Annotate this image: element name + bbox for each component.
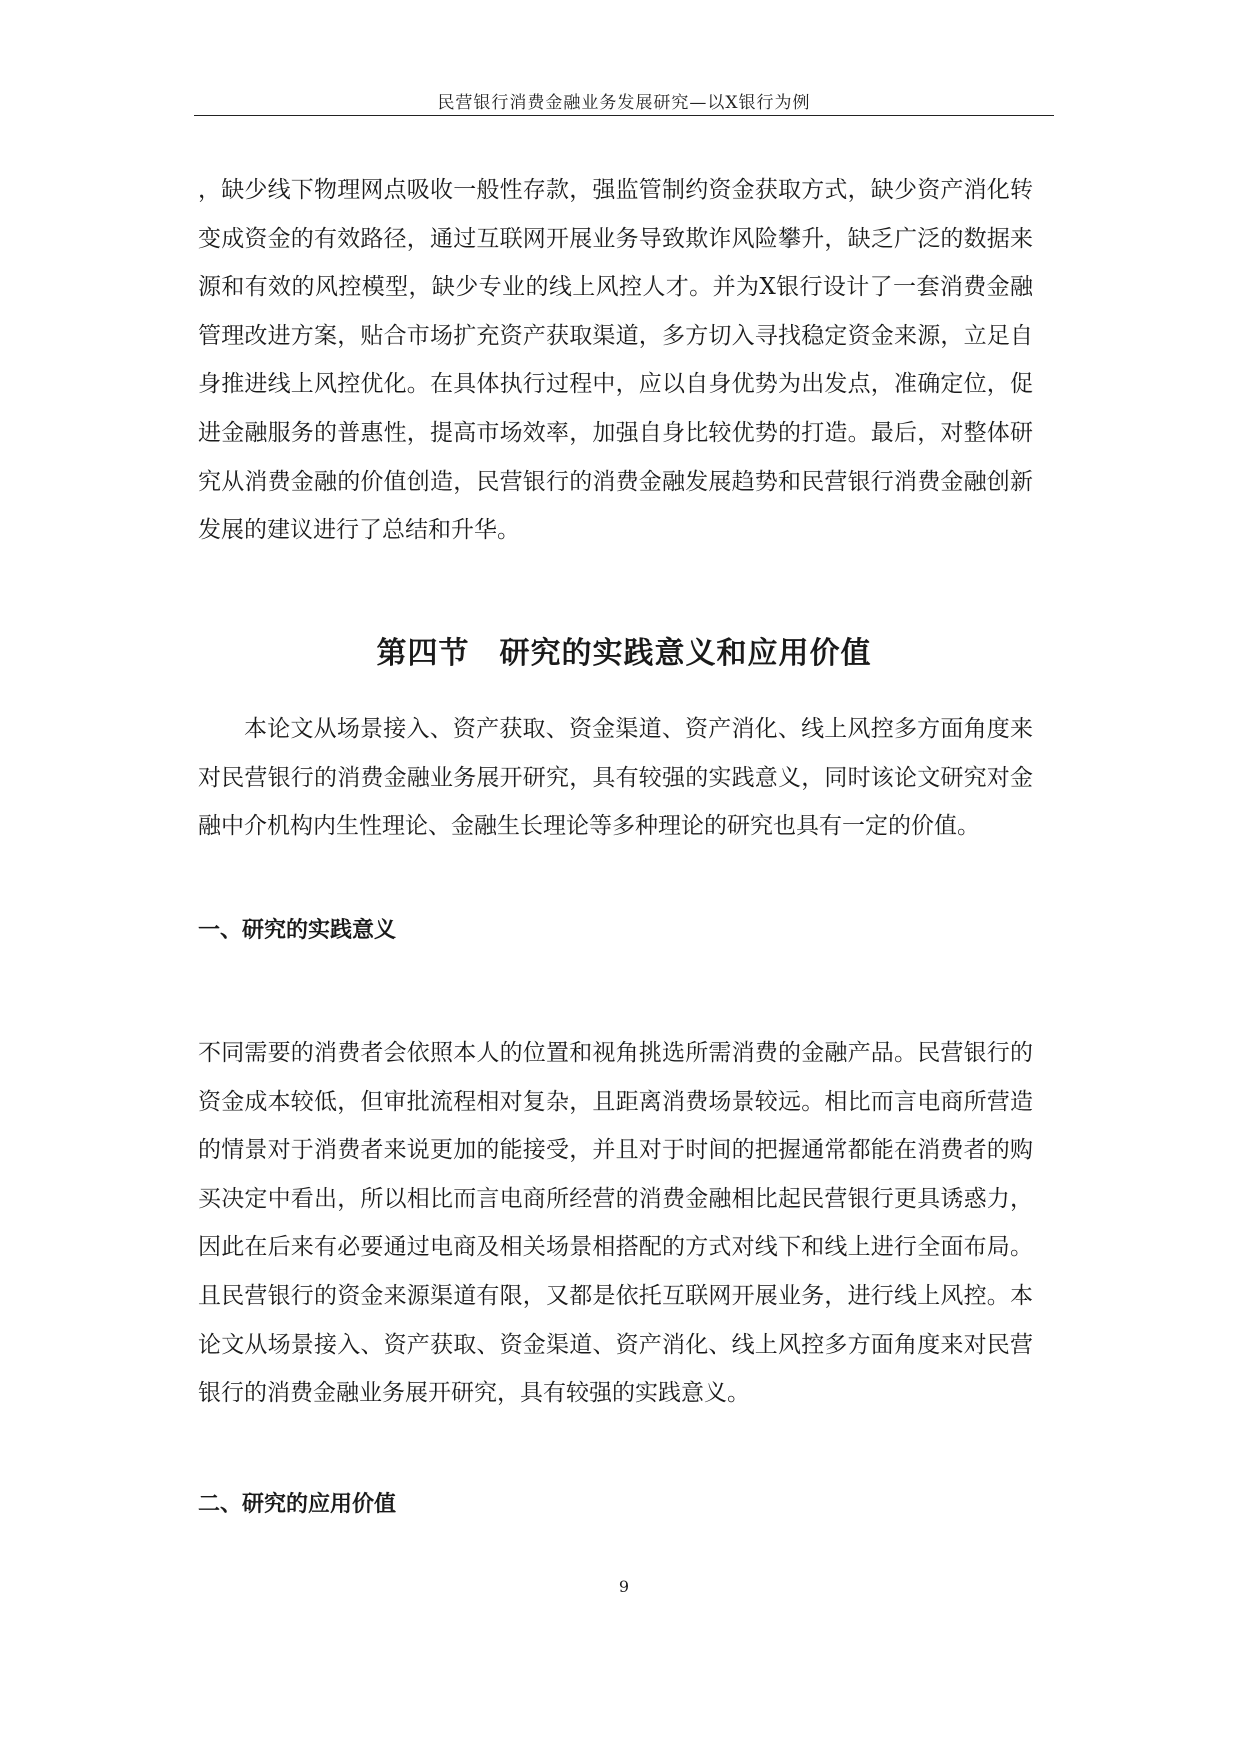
- section-title: [194, 628, 1054, 672]
- section-title-text: 研究的实践意义和应用价值: [499, 636, 872, 671]
- section-number: 第四节: [376, 636, 470, 671]
- page-number: 9: [618, 1577, 630, 1596]
- running-header: 民营银行消费金融业务发展研究—以X银行为例: [437, 93, 811, 113]
- subheading-application-value: 二、研究的应用价值: [198, 1492, 397, 1517]
- subheading-practical-significance: 一、研究的实践意义: [198, 918, 397, 943]
- paragraph-intro: 本论文从场景接入、资产获取、资金渠道、资产消化、线上风控多方面角度来对民营银行的消费金融业务展开研究，具有较强的实践意义，同时该论文研究对金融中介机构内生性理论、金融生长理论等多种理论的研究也具有一定的价值。: [198, 716, 1033, 840]
- paragraph-continuation: ，缺少线下物理网点吸收一般性存款，强监管制约资金获取方式，缺少资产消化转变成资金的有效路径，通过互联网开展业务导致欺诈风险攀升，缺乏广泛的数据来源和有效的风控模型，缺少专业的线上风控人才。并为X银行设计了一套消费金融管理改进方案，贴合市场扩充资产获取渠道，多方切入寻找稳定资金来源，立足自身推进线上风控优化。在具体执行过程中，应以自身优势为出发点，准确定位，促进金融服务的普惠性，提高市场效率，加强自身比较优势的打造。最后，对整体研究从消费金融的价值创造，民营银行的消费金融发展趋势和民营银行消费金融创新发展的建议进行了总结和升华。: [198, 177, 1033, 544]
- paragraph-practical: 不同需要的消费者会依照本人的位置和视角挑选所需消费的金融产品。民营银行的资金成本较低，但审批流程相对复杂，且距离消费场景较远。相比而言电商所营造的情景对于消费者来说更加的能接受，并且对于时间的把握通常都能在消费者的购买决定中看出，所以相比而言电商所经营的消费金融相比起民营银行更具诱惑力，因此在后来有必要通过电商及相关场景相搭配的方式对线下和线上进行全面布局。且民营银行的资金来源渠道有限，又都是依托互联网开展业务，进行线上风控。本论文从场景接入、资产获取、资金渠道、资产消化、线上风控多方面角度来对民营银行的消费金融业务展开研究，具有较强的实践意义。: [198, 1040, 1033, 1407]
- header-rule: [194, 115, 1054, 116]
